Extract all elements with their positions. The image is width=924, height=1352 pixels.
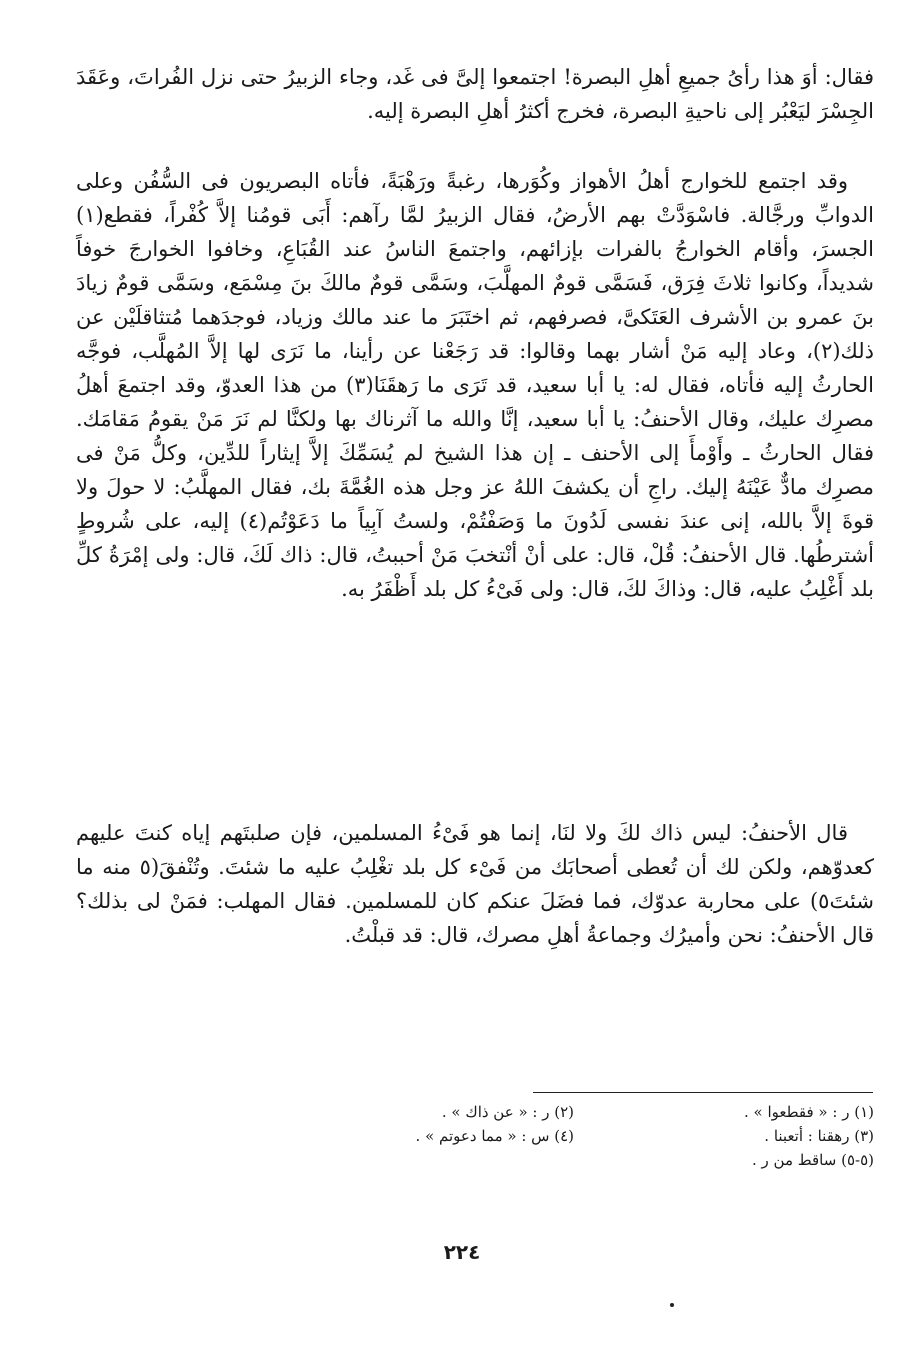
footnote-row — [240, 1124, 874, 1148]
footnote-3: (٣) رهقنا : أتعبنا . — [764, 1127, 874, 1145]
footnotes — [240, 1100, 874, 1172]
footnote-row — [240, 1100, 874, 1124]
ink-dot — [670, 1303, 674, 1307]
paragraph-3 — [76, 816, 874, 952]
paragraph-1-text: فقال: أوَ هذا رأىُ جميعِ أهلِ البصرة! اجتمعوا إلىَّ فى غَد، وجاء الزبيرُ حتى نزل الفُراتَ، وعَقَدَ الجِسْرَ ليَعْبُر إلى ناحيةِ البصرة، فخرج أكثرُ أهلِ البصرة إليه. — [76, 65, 874, 123]
footnote-1: (١) ر : « فقطعوا » . — [743, 1103, 874, 1121]
footnote-2: (٢) ر : « عن ذاك » . — [441, 1103, 574, 1121]
footnote-4: (٤) س : « مما دعوتم » . — [415, 1127, 574, 1145]
paragraph-2 — [76, 164, 874, 606]
paragraph-2-text: وقد اجتمع للخوارج أهلُ الأهواز وكُوَرها، رغبةً ورَهْبَةً، فأتاه البصريون فى السُّفُن وعلى الدوابِّ ورجَّالة. فاسْوَدَّتْ بهم الأرضُ، فقال الزبيرُ لمَّا رآهم: أَبَى قومُنا إلاَّ كُفْراً، فقطع(١) الجسرَ، وأقام الخوارجُ بالفرات بإزائهم، واجتمعَ الناسُ عند القُبَاعِ، وخافوا الخوارجَ خوفاً شديداً، وكانوا ثلاثَ فِرَق، فَسَمَّى قومٌ المهلَّبَ، وسَمَّى قومٌ مالكَ بنَ مِسْمَع، وسَمَّى قومٌ زيادَ بنَ عمرو بن الأشرف العَتَكىَّ، فصرفهم، ثم اختَبَرَ ما عند مالك وزياد، فوجدَهما مُتثاقلَيْن عن ذلك(٢)، وعاد إليه مَنْ أشار بهما وقالوا: قد رَجَعْنا عن رأينا، ما نَرَى لها إلاَّ المُهلَّب، فوجَّه الحارثُ إليه فأتاه، فقال له: يا أبا سعيد، قد تَرَى ما رَهقَنَا(٣) من هذا العدوّ، وقد اجتمعَ أهلُ مصرِك عليك، وقال الأحنفُ: يا أبا سعيد، إنَّا والله ما آثرناك بها ولكنَّا لم نَرَ مَنْ يقومُ مَقامَك. فقال الحارثُ ـ وأَوْمأَ إلى الأحنف ـ إن هذا الشيخ لم يُسَمِّكَ إلاَّ إيثاراً للدِّين، وكلُّ مَنْ فى مصرِك مادٌّ عَيْنَهُ إليك. راجِ أن يكشفَ اللهُ عز وجل هذه الغُمَّةَ بك، فقال المهلَّبُ: لا حولَ ولا قوةَ إلاَّ بالله، إنى عندَ نفسى لَدُونَ ما وَصَفْتُمْ، ولستُ آبِياً ما دَعَوْتُم(٤) إليه، على شُروطٍ أشترطُها. قال الأحنفُ: قُلْ، قال: على أنْ أنْتخبَ مَنْ أحببتُ، قال: ذاك لَكَ، قال: ولى إمْرَةُ كلِّ بلد أَغْلِبُ عليه، قال: وذاكَ لكَ، قال: ولى فَىْءُ كل بلد أَظْفَرُ به. — [76, 169, 874, 601]
footnote-row — [240, 1148, 874, 1172]
footnote-5: (٥-٥) ساقط من ر . — [752, 1151, 874, 1169]
paragraph-3-text: قال الأحنفُ: ليس ذاك لكَ ولا لنَا، إنما هو فَىْءُ المسلمين، فإن صلبتَهم إياه كنتَ عليهم كعدوّهم، ولكن لك أن تُعطى أصحابَك من فَىْء كل بلد تغْلِبُ عليه ما شئتَ. وتُنْفقَ(٥ منه ما شئتَ٥) على محاربة عدوّك، فما فضَلَ عنكم كان للمسلمين. فقال المهلب: فمَنْ لى بذلك؟ قال الأحنفُ: نحن وأميرُك وجماعةُ أهلِ مصرك، قال: قد قبلْتُ. — [76, 821, 875, 947]
paragraph-1 — [76, 60, 874, 128]
footnote-divider — [533, 1092, 873, 1093]
page-number: ٢٢٤ — [443, 1240, 481, 1264]
